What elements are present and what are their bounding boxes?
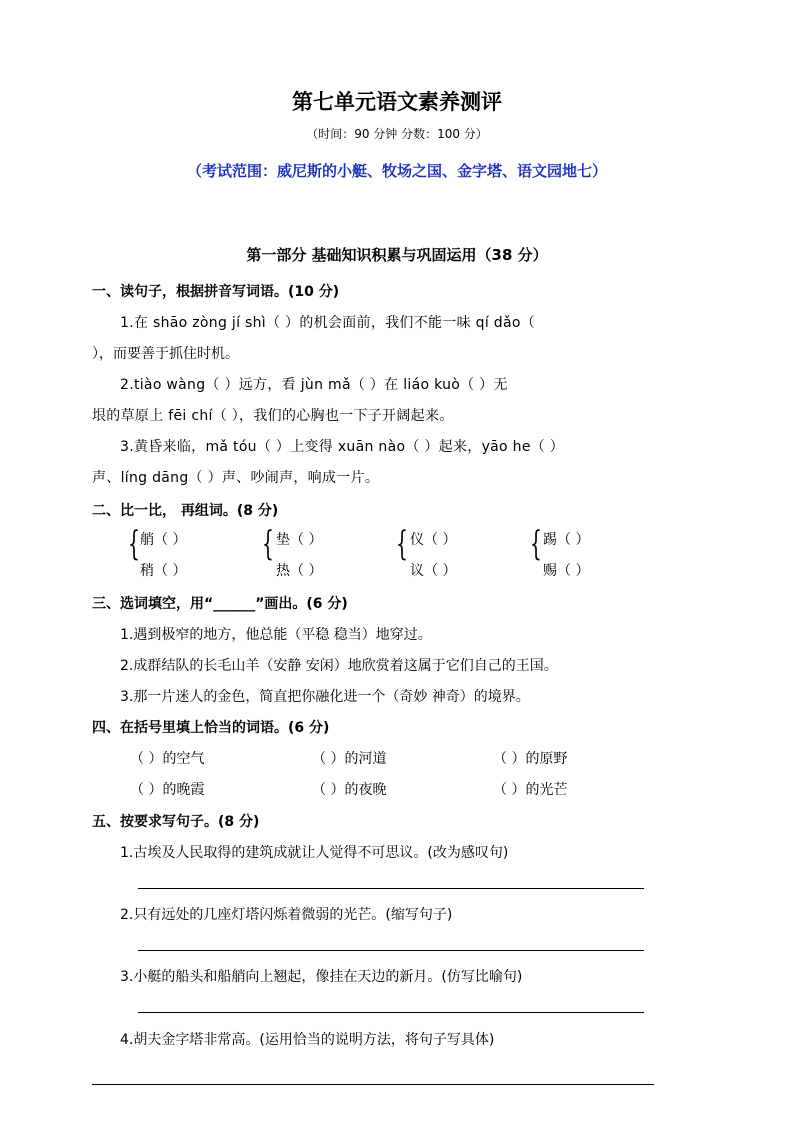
q5-sentence-3: 3.小艇的船头和船艄向上翘起，像挂在天边的新月。(仿写比喻句)	[120, 969, 523, 985]
q2-pair-3-bottom: 议（ ）	[410, 563, 457, 579]
q3-heading: 三、选词填空，用“______”画出。(6 分)	[92, 596, 348, 612]
q3-line-3: 3.那一片迷人的金色，简直把你融化进一个（奇妙 神奇）的境界。	[120, 689, 530, 705]
answer-line[interactable]	[138, 888, 644, 889]
q5-sentence-1: 1.古埃及人民取得的建筑成就让人觉得不可思议。(改为感叹句)	[120, 845, 509, 861]
q1-line-5: 3.黄昏来临，mǎ tóu（ ）上变得 xuān nào（ ）起来，yāo he（ ）	[120, 439, 565, 455]
page-title: 第七单元语文素养测评	[292, 89, 502, 114]
part-one-title: 第一部分 基础知识积累与巩固运用（38 分）	[246, 246, 548, 264]
brace-icon: {	[530, 524, 542, 564]
q4-item: （ ）的光芒	[493, 782, 568, 798]
answer-line[interactable]	[92, 1084, 196, 1085]
q2-pair-3-top: 仪（ ）	[410, 532, 457, 548]
q2-heading: 二、比一比， 再组词。(8 分)	[92, 503, 279, 519]
q4-item: （ ）的晚霞	[130, 782, 205, 798]
q3-line-2: 2.成群结队的长毛山羊（安静 安闲）地欣赏着这属于它们自己的王国。	[120, 658, 558, 674]
q3-line-1: 1.遇到极窄的地方，他总能（平稳 稳当）地穿过。	[120, 627, 432, 643]
q1-line-1: 1.在 shāo zòng jí shì（ ）的机会面前，我们不能一味 qí dǎo（	[120, 315, 536, 331]
q5-heading: 五、按要求写句子。(8 分)	[92, 814, 260, 830]
q2-pair-2-bottom: 热（ ）	[276, 563, 323, 579]
answer-line[interactable]	[138, 950, 644, 951]
brace-icon: {	[128, 524, 140, 564]
q5-sentence-4: 4.胡夫金字塔非常高。(运用恰当的说明方法，将句子写具体)	[120, 1032, 495, 1048]
q1-line-2: ），而要善于抓住时机。	[92, 346, 239, 362]
exam-range: （考试范围：威尼斯的小艇、牧场之国、金字塔、语文园地七）	[186, 162, 607, 180]
q2-pair-1-top: 艄（ ）	[140, 532, 187, 548]
q2-pair-4-bottom: 赐（ ）	[543, 563, 590, 579]
answer-line[interactable]	[138, 1012, 644, 1013]
q1-line-3: 2.tiào wàng（ ）远方，看 jùn mǎ（ ）在 liáo kuò（ ）无	[120, 377, 508, 393]
q2-pair-4-top: 踢（ ）	[543, 532, 590, 548]
q1-line-4: 垠的草原上 fēi chí（ ），我们的心胸也一下子开阔起来。	[92, 408, 454, 424]
q4-item: （ ）的河道	[312, 751, 387, 767]
exam-time-score: （时间：90 分钟 分数：100 分）	[306, 127, 488, 141]
q4-item: （ ）的空气	[130, 751, 205, 767]
q2-pair-2-top: 垫（ ）	[276, 532, 323, 548]
q1-heading: 一、读句子，根据拼音写词语。(10 分)	[92, 284, 340, 300]
q4-item: （ ）的夜晚	[312, 782, 387, 798]
q4-item: （ ）的原野	[493, 751, 568, 767]
q5-sentence-2: 2.只有远处的几座灯塔闪烁着微弱的光芒。(缩写句子)	[120, 907, 453, 923]
q4-heading: 四、在括号里填上恰当的词语。(6 分)	[92, 720, 330, 736]
answer-line[interactable]	[196, 1084, 466, 1085]
q1-line-6: 声、líng dāng（ ）声、吵闹声，响成一片。	[92, 470, 380, 486]
answer-line[interactable]	[466, 1084, 654, 1085]
brace-icon: {	[396, 524, 408, 564]
brace-icon: {	[262, 524, 274, 564]
q2-pair-1-bottom: 稍（ ）	[140, 563, 187, 579]
